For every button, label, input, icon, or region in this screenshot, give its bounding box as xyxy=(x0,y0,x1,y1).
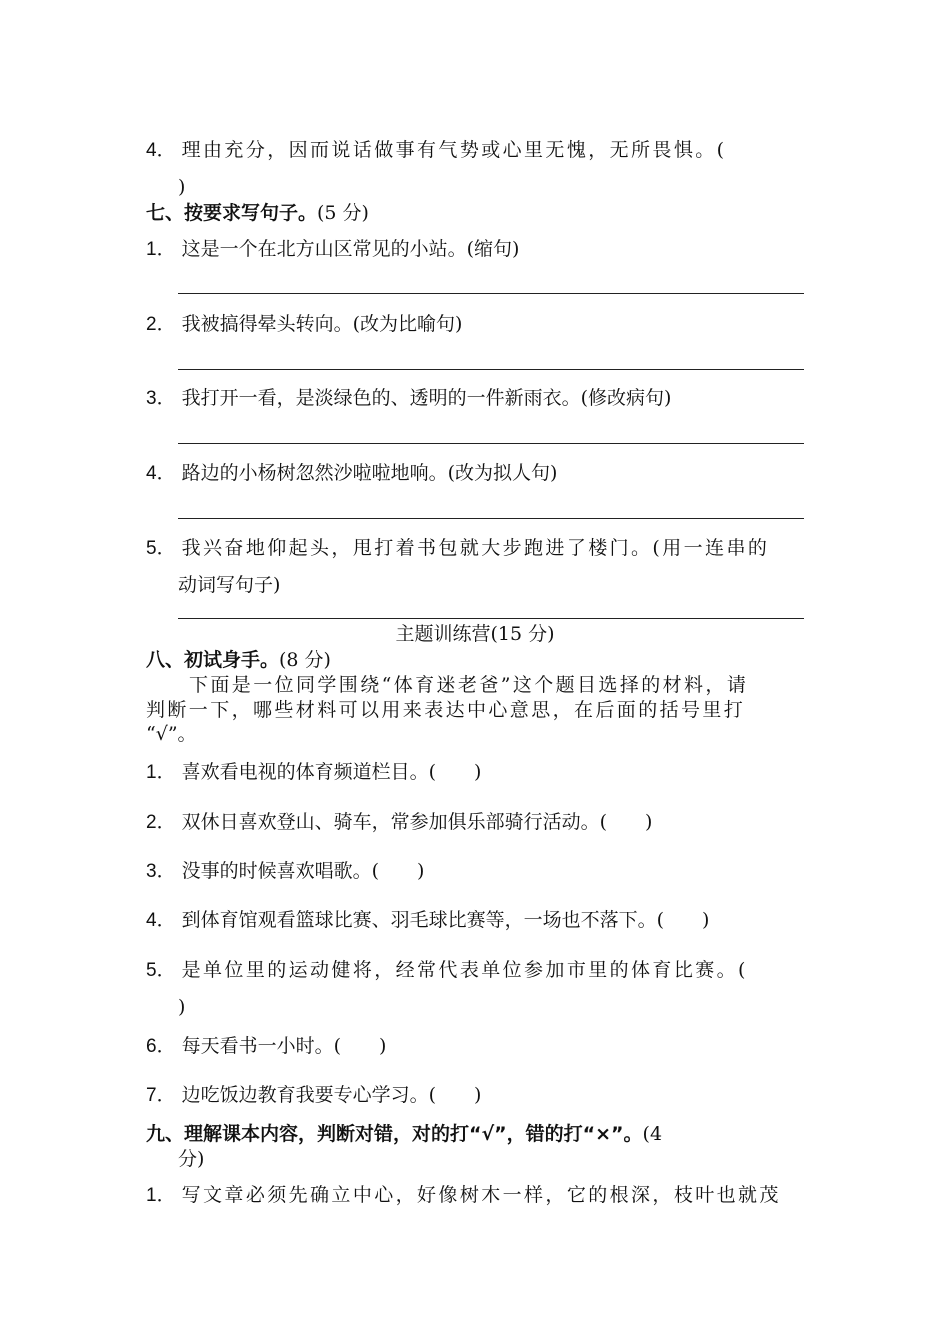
question-text[interactable]: 没事的时候喜欢唱歌。( ) xyxy=(181,860,425,882)
answer-line[interactable] xyxy=(178,618,804,619)
question-number: 5． xyxy=(146,960,176,981)
question-7-1 xyxy=(146,236,519,263)
question-8-3 xyxy=(146,858,424,885)
intro-line-2: 判断一下，哪些材料可以用来表达中心意思，在后面的括号里打 xyxy=(146,699,746,721)
question-7-3 xyxy=(146,385,671,412)
question-8-5-close: ) xyxy=(178,996,186,1018)
question-text: 路边的小杨树忽然沙啦啦地响。(改为拟人句) xyxy=(181,462,558,484)
section-title: 八、初试身手。 xyxy=(146,649,280,671)
question-text[interactable]: 喜欢看电视的体育频道栏目。( ) xyxy=(181,761,482,783)
question-text[interactable]: 边吃饭边教育我要专心学习。( ) xyxy=(181,1084,482,1106)
question-text[interactable]: 是单位里的运动健将，经常代表单位参加市里的体育比赛。( xyxy=(181,959,748,981)
answer-line[interactable] xyxy=(178,443,804,444)
section-9-heading xyxy=(146,1121,662,1147)
section-points: (8 分) xyxy=(279,649,331,671)
question-7-5-continued: 动词写句子) xyxy=(178,574,281,596)
section-7-heading xyxy=(146,200,369,226)
question-text: 我被搞得晕头转向。(改为比喻句) xyxy=(181,313,463,335)
intro-line-1: 下面是一位同学围绕“体育迷老爸”这个题目选择的材料，请 xyxy=(189,674,749,696)
question-text: 我打开一看，是淡绿色的、透明的一件新雨衣。(修改病句) xyxy=(181,387,672,409)
question-8-5 xyxy=(146,957,748,984)
question-8-2 xyxy=(146,809,652,836)
section-points: (5 分) xyxy=(317,202,369,224)
question-7-5 xyxy=(146,535,769,562)
section-8-heading xyxy=(146,647,331,673)
question-6-4 xyxy=(146,137,726,164)
question-number: 4． xyxy=(146,910,176,931)
answer-line[interactable] xyxy=(178,293,804,294)
section-title: 九、理解课本内容，判断对错，对的打“√”，错的打“×”。 xyxy=(146,1123,643,1145)
question-text[interactable]: 每天看书一小时。( ) xyxy=(181,1035,387,1057)
question-number: 3． xyxy=(146,861,176,882)
question-text[interactable]: 双休日喜欢登山、骑车，常参加俱乐部骑行活动。( ) xyxy=(181,811,653,833)
question-number: 6． xyxy=(146,1036,176,1057)
question-text[interactable]: 到体育馆观看篮球比赛、羽毛球比赛等，一场也不落下。( ) xyxy=(181,909,710,931)
question-text: 这是一个在北方山区常见的小站。(缩句) xyxy=(181,238,520,260)
answer-line[interactable] xyxy=(178,518,804,519)
question-7-2 xyxy=(146,311,462,338)
answer-line[interactable] xyxy=(178,369,804,370)
question-number: 4． xyxy=(146,463,176,484)
intro-line-3: “√”。 xyxy=(146,723,197,745)
question-text: 理由充分，因而说话做事有气势或心里无愧，无所畏惧。( xyxy=(181,139,727,161)
question-number: 4． xyxy=(146,140,176,161)
question-number: 1． xyxy=(146,239,176,260)
question-number: 1． xyxy=(146,1185,176,1206)
question-9-1 xyxy=(146,1182,781,1209)
question-text: 写文章必须先确立中心，好像树木一样，它的根深，枝叶也就茂 xyxy=(181,1184,781,1206)
question-number: 1． xyxy=(146,762,176,783)
question-number: 2． xyxy=(146,812,176,833)
question-number: 3． xyxy=(146,388,176,409)
section-points: (4 xyxy=(642,1123,663,1145)
question-6-4-close: ) xyxy=(178,176,186,198)
question-8-1 xyxy=(146,759,481,786)
theme-title: 主题训练营(15 分) xyxy=(395,623,555,645)
section-title: 七、按要求写句子。 xyxy=(146,202,318,224)
question-8-6 xyxy=(146,1033,386,1060)
section-9-points-continued: 分) xyxy=(178,1148,205,1170)
question-8-7 xyxy=(146,1082,481,1109)
question-number: 5． xyxy=(146,538,176,559)
question-8-4 xyxy=(146,907,709,934)
question-number: 2． xyxy=(146,314,176,335)
question-7-4 xyxy=(146,460,557,487)
question-text: 我兴奋地仰起头，甩打着书包就大步跑进了楼门。(用一连串的 xyxy=(181,537,770,559)
question-number: 7． xyxy=(146,1085,176,1106)
